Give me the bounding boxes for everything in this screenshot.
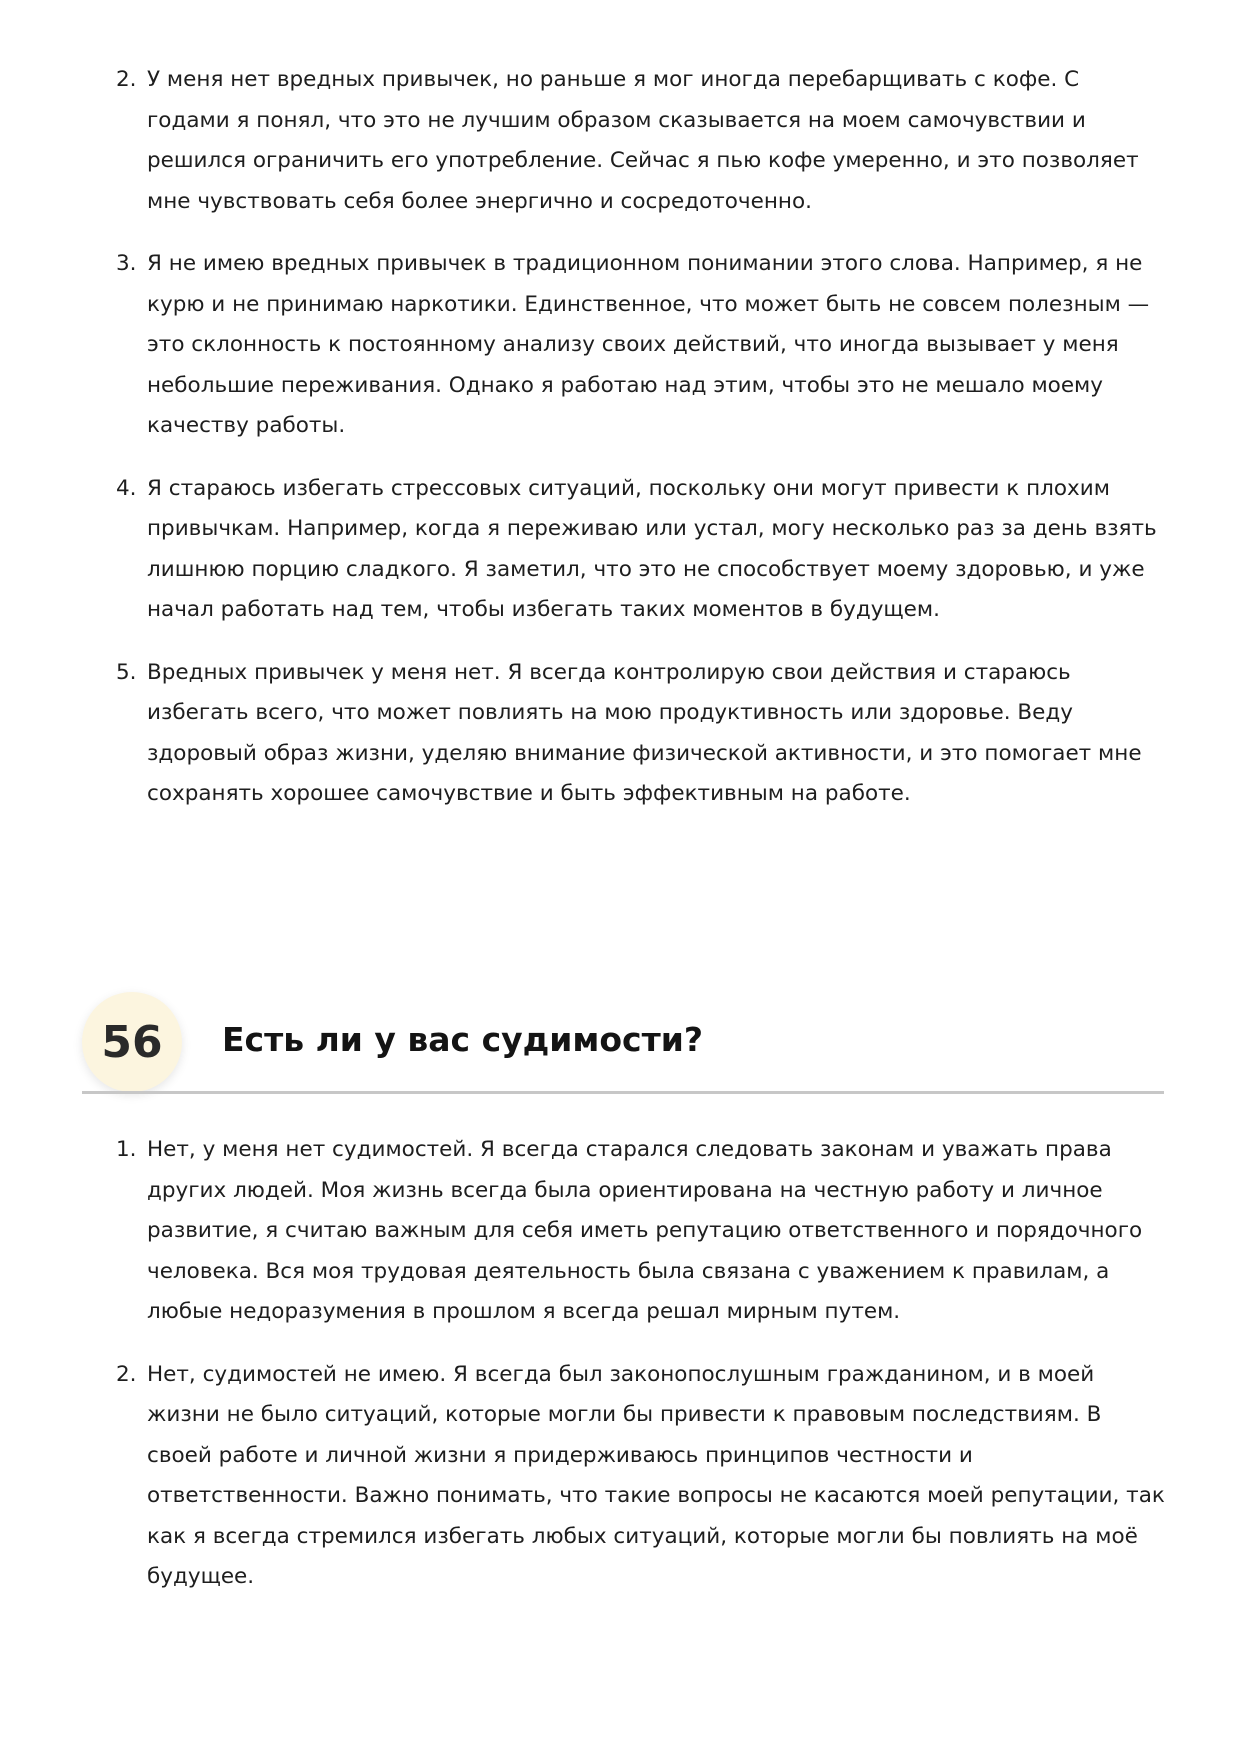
list-item-text: Нет, судимостей не имею. Я всегда был законопослушным гражданином, и в моей жизни не было ситуаций, которые могли бы привести к правовым последствиям. В своей работе и личной жизни я придерживаюсь принципов честности и ответственности. Важно понимать, что такие вопросы не касаются моей репутации, так как я всегда стремился избегать любых ситуаций, которые могли бы повлиять на моё будущее. bbox=[147, 1361, 1165, 1589]
list-item-text: Вредных привычек у меня нет. Я всегда контролирую свои действия и стараюсь избегать всего, что может повлиять на мою продуктивность или здоровье. Веду здоровый образ жизни, уделяю внимание физической активности, и это помогает мне сохранять хорошее самочувствие и быть эффективным на работе. bbox=[147, 659, 1142, 806]
list-item-number: 1. bbox=[116, 1137, 137, 1162]
list-item bbox=[116, 1355, 1166, 1598]
list-item bbox=[116, 653, 1166, 815]
section-number-badge: 56 bbox=[82, 992, 182, 1092]
list-item-number: 3. bbox=[116, 251, 137, 276]
list-item-text: Я не имею вредных привычек в традиционном понимании этого слова. Например, я не курю и не принимаю наркотики. Единственное, что может быть не совсем полезным — это склонность к постоянному анализу своих действий, что иногда вызывает у меня небольшие переживания. Однако я работаю над этим, чтобы это не мешало моему качеству работы. bbox=[147, 251, 1150, 438]
list-item-number: 2. bbox=[116, 67, 137, 92]
list-item bbox=[116, 60, 1166, 222]
section-header bbox=[82, 992, 1164, 1092]
list-item-number: 2. bbox=[116, 1361, 137, 1387]
list-item-number: 5. bbox=[116, 659, 137, 685]
section-title: Есть ли у вас судимости? bbox=[222, 1020, 704, 1059]
previous-answers-list bbox=[116, 60, 1166, 837]
list-item-number: 4. bbox=[116, 475, 137, 501]
list-item bbox=[116, 469, 1166, 631]
section-divider bbox=[82, 1091, 1164, 1094]
answers-list bbox=[116, 1130, 1166, 1620]
list-item-text: У меня нет вредных привычек, но раньше я мог иногда перебарщивать с кофе. С годами я понял, что это не лучшим образом сказывается на моем самочувствии и решился ограничить его употребление. Сейчас я пью кофе умеренно, и это позволяет мне чувствовать себя более энергично и сосредоточенно. bbox=[147, 67, 1139, 214]
list-item-text: Нет, у меня нет судимостей. Я всегда старался следовать законам и уважать права других людей. Моя жизнь всегда была ориентирована на честную работу и личное развитие, я считаю важным для себя иметь репутацию ответственного и порядочного человека. Вся моя трудовая деятельность была связана с уважением к правилам, а любые недоразумения в прошлом я всегда решал мирным путем. bbox=[147, 1137, 1143, 1324]
list-item-text: Я стараюсь избегать стрессовых ситуаций, поскольку они могут привести к плохим привычкам. Например, когда я переживаю или устал, могу несколько раз за день взять лишнюю порцию сладкого. Я заметил, что это не способствует моему здоровью, и уже начал работать над тем, чтобы избегать таких моментов в будущем. bbox=[147, 475, 1157, 622]
list-item bbox=[116, 244, 1166, 447]
list-item bbox=[116, 1130, 1166, 1333]
